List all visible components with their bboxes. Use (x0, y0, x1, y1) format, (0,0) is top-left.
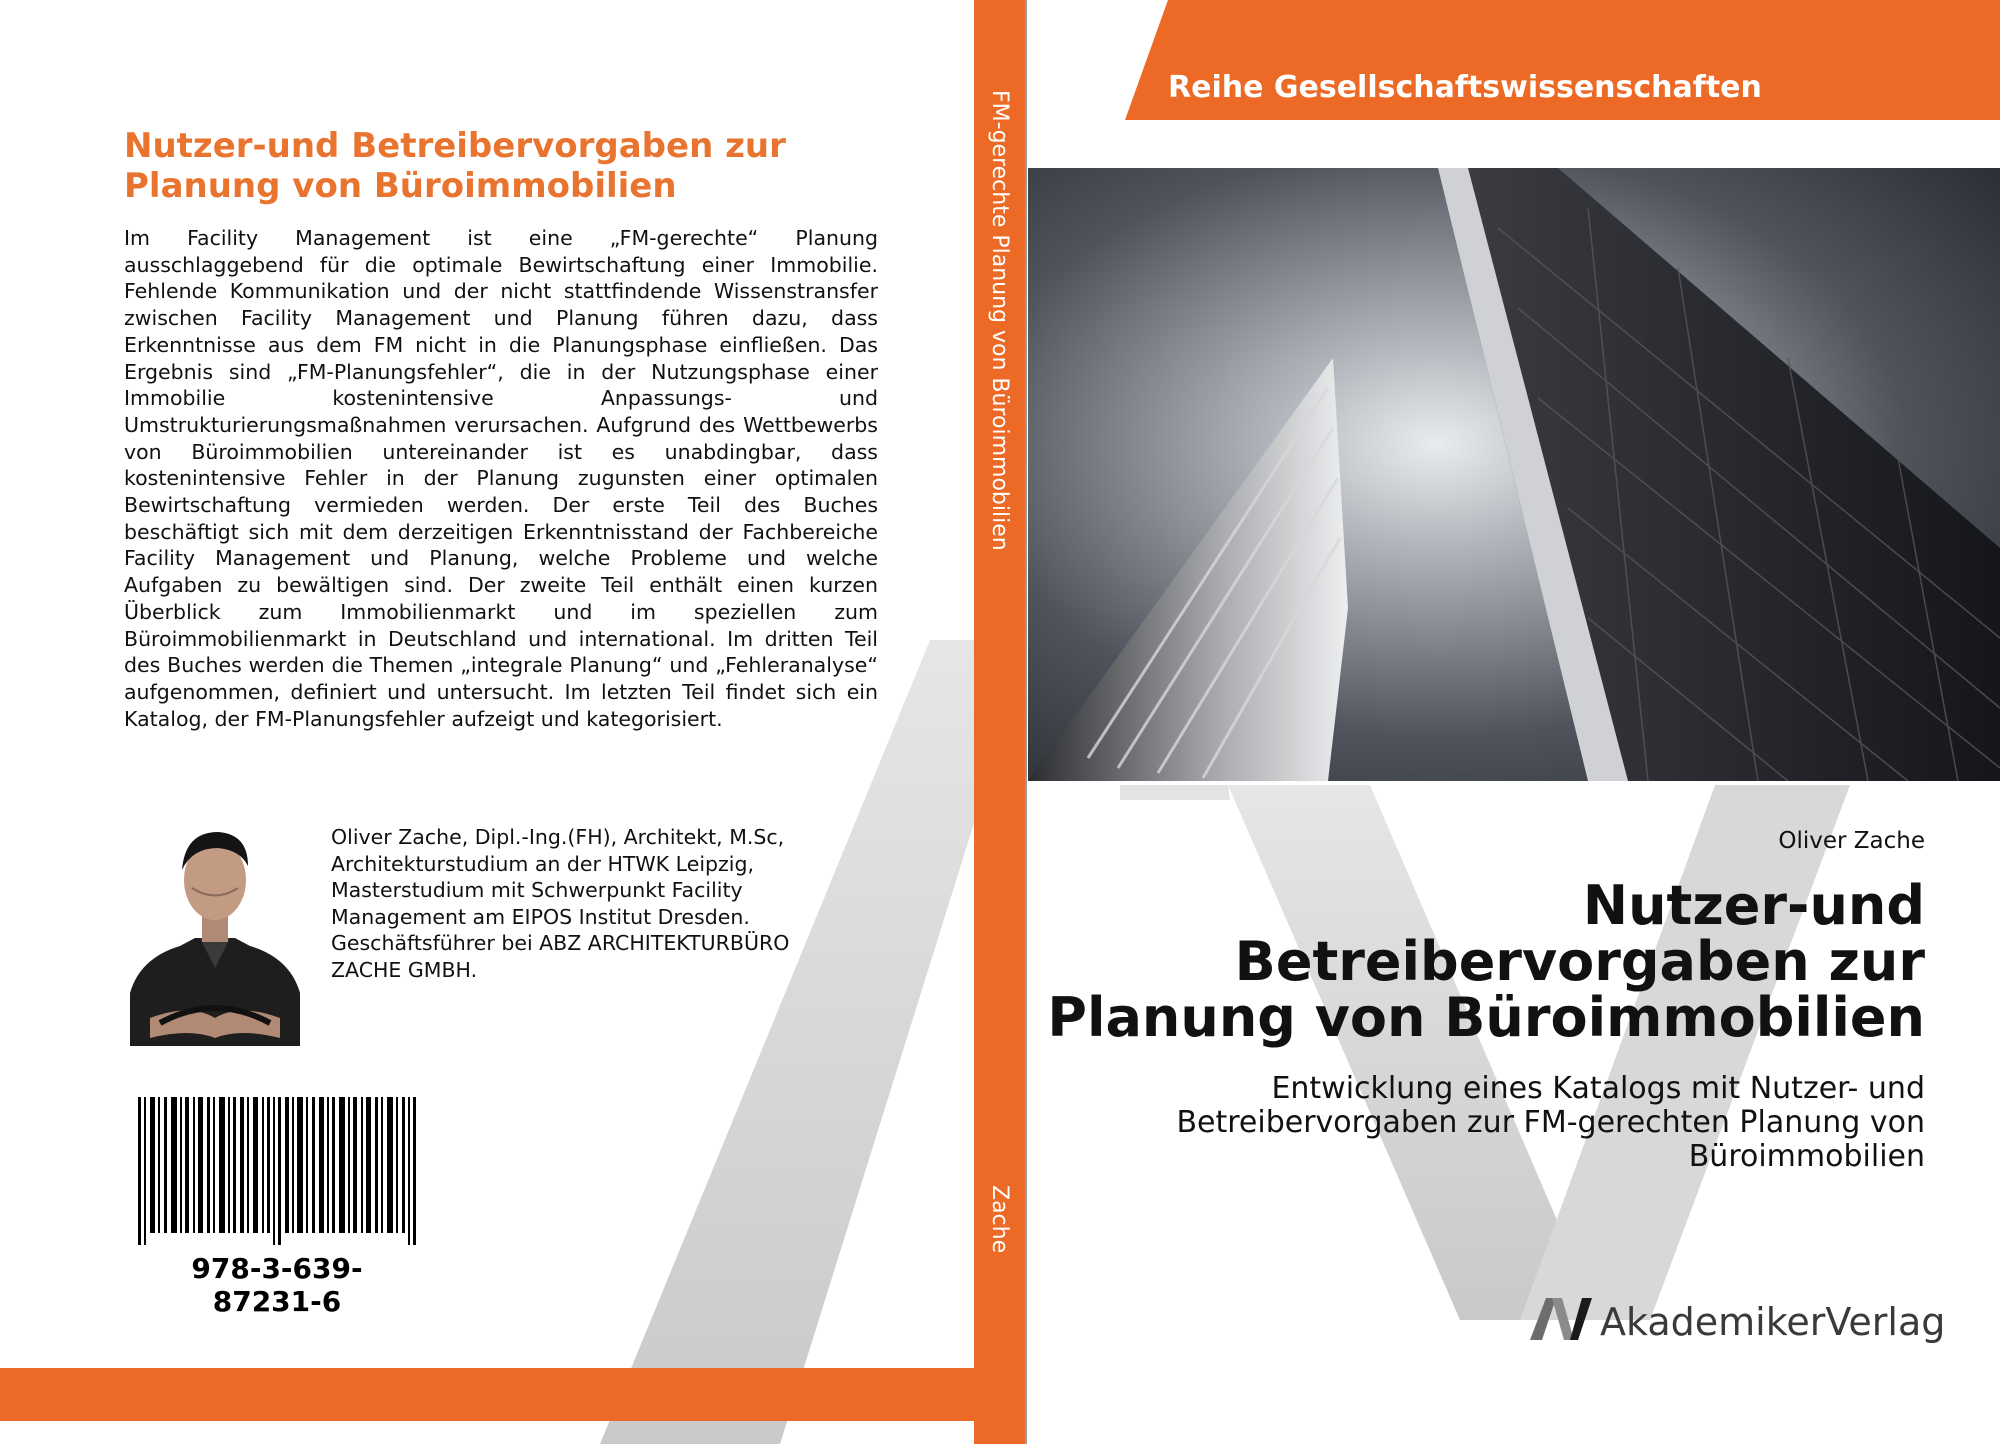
back-cover-title: Nutzer-und Betreibervorgaben zur Planung von Büroimmobilien (124, 126, 786, 206)
author-portrait-image (130, 818, 300, 1046)
barcode-icon (138, 1097, 416, 1245)
author-bio: Oliver Zache, Dipl.-Ing.(FH), Architekt, M.Sc, Architekturstudium an der HTWK Leipzig, Masterstudium mit Schwerpunkt Facility Management am EIPOS Institut Dresden. Geschäftsführer bei ABZ ARCHITEKTURBÜRO ZACHE GMBH. (331, 825, 790, 982)
skyscraper-photo (1028, 168, 2000, 781)
spine-author: Zache (987, 1185, 1012, 1254)
spine-divider (1025, 0, 1027, 1444)
isbn-number: 978-3-639-87231-6 (191, 1252, 363, 1318)
cover-title: Nutzer-und Betreibervorgaben zur Planung von Büroimmobilien (1047, 874, 1925, 1049)
av-logo-icon (1530, 1298, 1592, 1340)
back-cover-blurb: Im Facility Management ist eine „FM-gerechte“ Planung ausschlaggebend für die optimale Bewirtschaftung einer Immobilie. Fehlende Kommunikation und der nicht stattfindende Wissenstransfer zwischen Facility Management und Planung führen dazu, dass Erkenntnisse aus dem FM nicht in die Planungsphase einfließen. Das Ergebnis sind „FM-Planungsfehler“, die in der Nutzungsphase einer Immobilie kostenintensive Anpassungs- und Umstrukturierungsmaßnahmen verursachen. Aufgrund des Wettbewerbs von Büroimmobilien untereinander ist es unabdingbar, dass kostenintensive Fehler in der Planung zugunsten einer optimalen Bewirtschaftung vermieden werden. Der erste Teil des Buches beschäftigt sich mit dem derzeitigen Erkenntnisstand der Fachbereiche Facility Management und Planung, welche Probleme und welche Aufgaben zu bewältigen sind. Der zweite Teil enthält einen kurzen Überblick zum Immobilienmarkt und im speziellen zum Büroimmobilienmarkt in Deutschland und international. Im dritten Teil des Buches werden die Themen „integrale Planung“ und „Fehleranalyse“ aufgenommen, definiert und untersucht. Im letzten Teil findet sich ein Katalog, der FM-Planungsfehler aufzeigt und kategorisiert. (124, 226, 878, 731)
series-label: Reihe Gesellschaftswissenschaften (1168, 70, 1762, 105)
spine-title: FM-gerechte Planung von Büroimmobilien (987, 90, 1012, 551)
publisher-name: AkademikerVerlag (1600, 1300, 1946, 1344)
back-cover-bottom-band (0, 1368, 974, 1421)
cover-author: Oliver Zache (1778, 828, 1925, 854)
cover-subtitle: Entwicklung eines Katalogs mit Nutzer- und Betreibervorgaben zur FM-gerechten Planung von Büroimmobilien (1176, 1071, 1925, 1174)
